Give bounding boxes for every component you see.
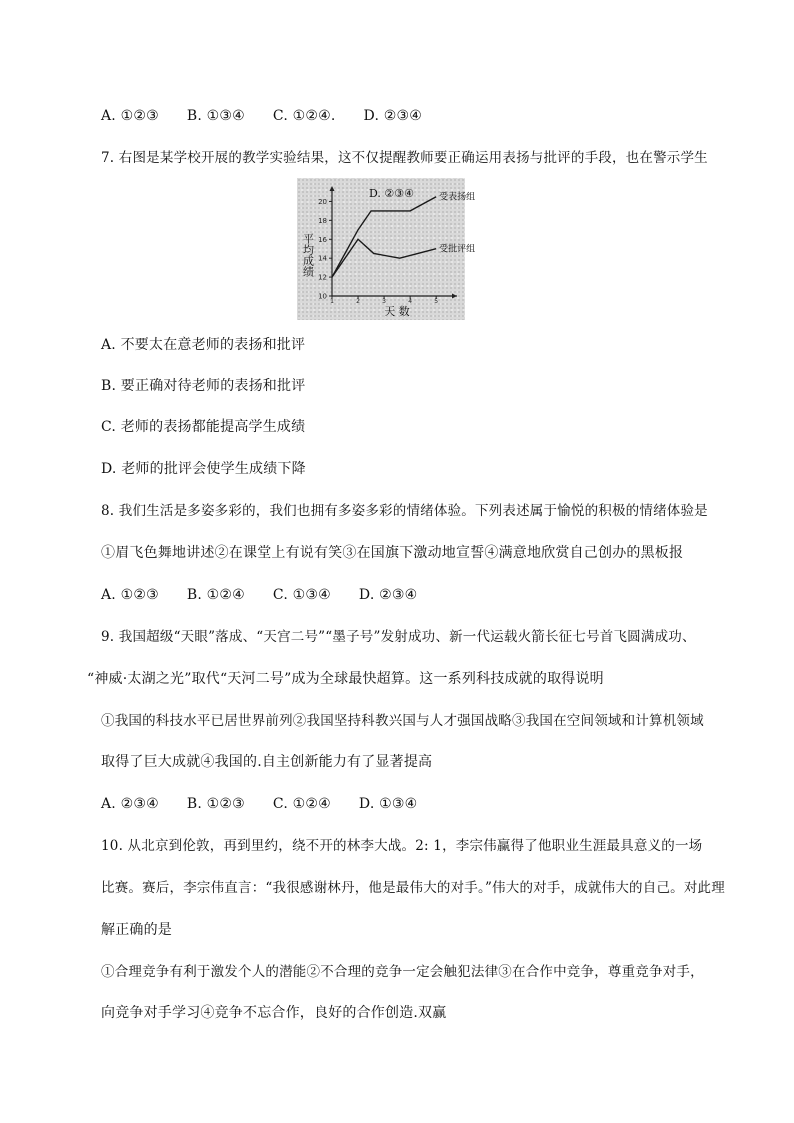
q9-option-c: C. ①②④ (272, 796, 331, 812)
y-tick-label: 10 (318, 292, 327, 301)
q9-option-d: D. ①③④ (358, 796, 418, 812)
q6-option-d: D. ②③④ (363, 108, 423, 124)
series-line-1 (332, 197, 436, 277)
x-tick-label: 3 (382, 298, 386, 305)
q9-option-a: A. ②③④ (101, 796, 159, 812)
q6-option-b: B. ①③④ (186, 108, 245, 124)
y-tick-label: 14 (318, 254, 327, 263)
q8-statements: ①眉飞色舞地讲述②在课堂上有说有笑③在国旗下激动地宣誓④满意地欣赏自己创办的黑板报 (101, 545, 684, 561)
q8-option-c: C. ①③④ (272, 587, 331, 603)
q6-option-a: A. ①②③ (101, 108, 159, 124)
q7-line-chart (297, 178, 476, 320)
q7-option-a: A. 不要太在意老师的表扬和批评 (101, 337, 306, 353)
q9-options (101, 795, 417, 813)
series-line-2 (332, 239, 436, 277)
x-tick-label: 2 (356, 298, 360, 305)
series-label-1: 受表扬组 (439, 192, 476, 203)
figure-overlay-text: D. ②③④ (369, 187, 415, 200)
series-label-2: 受批评组 (439, 244, 476, 255)
x-tick-label: 5 (434, 298, 439, 305)
q10-statements-line-2: 向竞争对手学习④竞争不忘合作，良好的合作创造.双赢 (101, 1005, 447, 1021)
q7-option-d: D. 老师的批评会使学生成绩下降 (101, 461, 306, 477)
y-axis-title: 平均成绩 (301, 233, 315, 277)
y-tick-label: 12 (318, 273, 327, 282)
q6-options (101, 107, 422, 125)
y-tick-label: 20 (318, 197, 327, 206)
q6-option-c: C. ①②④. (272, 108, 336, 124)
y-tick-label: 16 (318, 235, 327, 244)
q9-stem-line-2: “神威·太湖之光”取代“天河二号”成为全球最快超算。这一系列科技成就的取得说明 (87, 671, 604, 687)
q10-statements-line-1: ①合理竞争有利于激发个人的潜能②不合理的竞争一定会触犯法律③在合作中竞争，尊重竞争对手， (101, 964, 704, 980)
q9-stem-line-1: 9. 我国超级“天眼”落成、“天宫二号”“墨子号”发射成功、新一代运载火箭长征七号首飞圆满成功、 (101, 629, 696, 645)
q8-option-b: B. ①②④ (186, 587, 245, 603)
q8-stem: 8. 我们生活是多姿多彩的，我们也拥有多姿多彩的情绪体验。下列表述属于愉悦的积极的情绪体验是 (101, 503, 708, 519)
y-axis-arrow (330, 186, 335, 191)
q7-option-b: B. 要正确对待老师的表扬和批评 (101, 378, 306, 394)
x-axis-arrow (452, 294, 457, 299)
x-axis-title: 天 数 (384, 305, 410, 318)
q7-option-c: C. 老师的表扬都能提高学生成绩 (101, 419, 306, 435)
q9-statements-line-1: ①我国的科技水平已居世界前列②我国坚持科教兴国与人才强国战略③我国在空间领域和计算机领域 (101, 713, 704, 729)
q9-statements-line-2: 取得了巨大成就④我国的.自主创新能力有了显著提高 (101, 754, 433, 770)
q7-chart-figure (297, 178, 476, 320)
q8-options (101, 586, 417, 604)
x-tick-label: 1 (330, 298, 334, 305)
x-tick-label: 4 (408, 298, 413, 305)
q7-stem: 7. 右图是某学校开展的教学实验结果，这不仅提醒教师要正确运用表扬与批评的手段，也在警示学生 (101, 150, 708, 166)
q8-option-d: D. ②③④ (358, 587, 418, 603)
q10-stem-line-2: 比赛。赛后，李宗伟直言：“我很感谢林丹，他是最伟大的对手。”伟大的对手，成就伟大的自己。对此理 (101, 880, 725, 896)
q10-stem-line-3: 解正确的是 (101, 922, 172, 938)
y-tick-label: 18 (318, 216, 327, 225)
q9-option-b: B. ①②③ (186, 796, 245, 812)
q8-option-a: A. ①②③ (101, 587, 159, 603)
q10-stem-line-1: 10. 从北京到伦敦，再到里约，绕不开的林李大战。2: 1，李宗伟赢得了他职业生涯最具意义的一场 (101, 838, 703, 854)
